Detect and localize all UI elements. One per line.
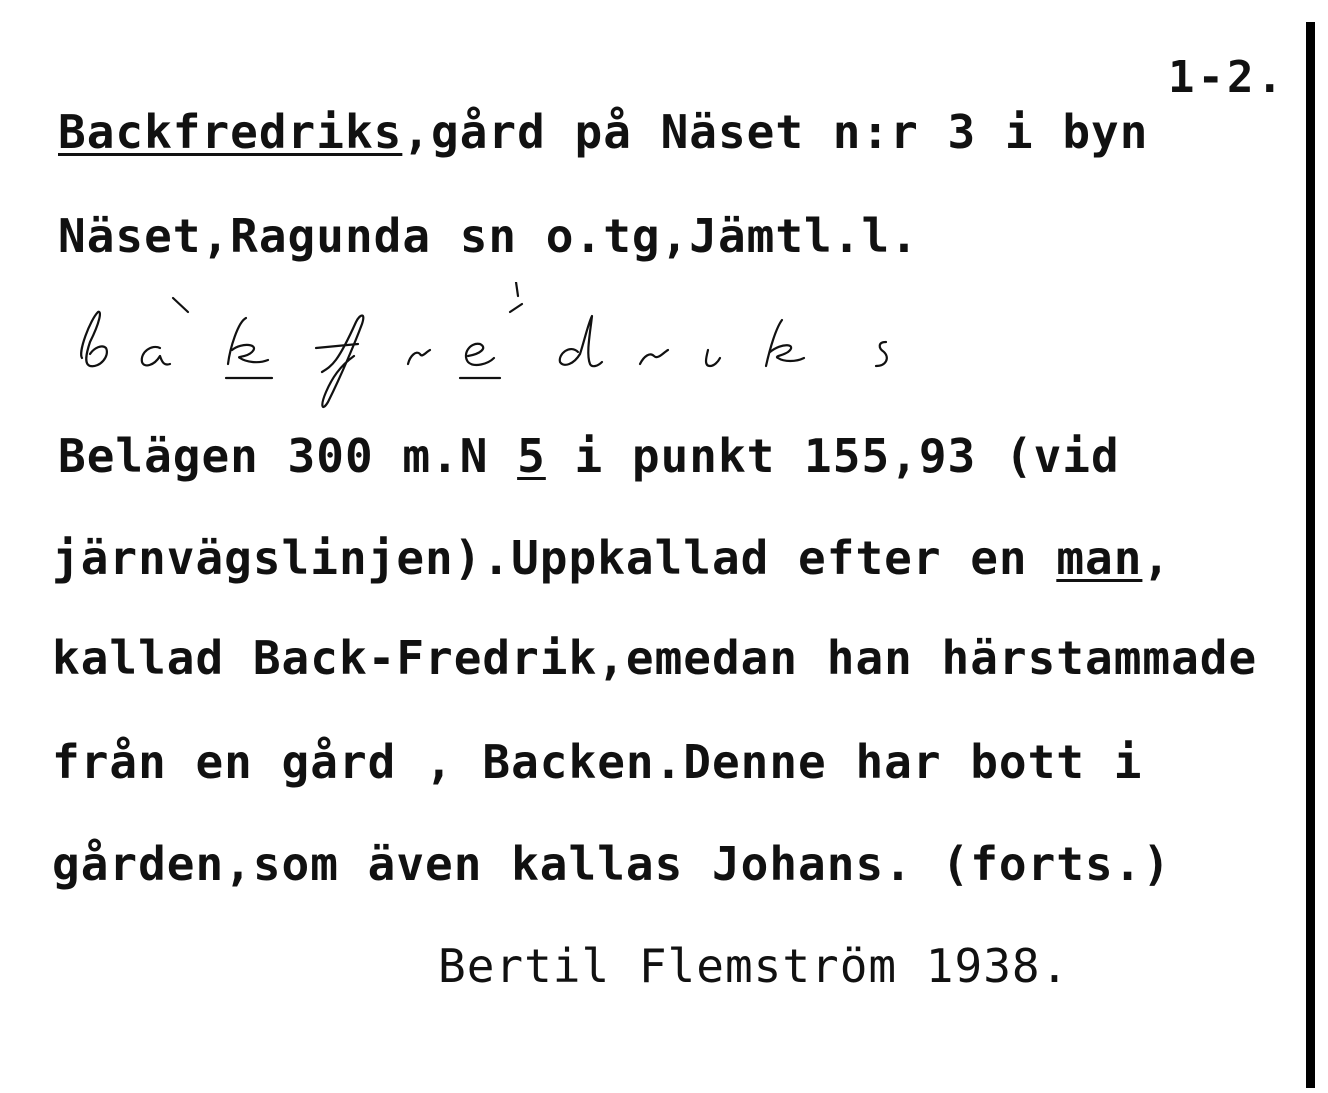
card-edge-border	[1306, 22, 1315, 1088]
entry-line-4	[58, 430, 1120, 482]
entry-line-1-text: ,gård på Näset n:r 3 i byn	[402, 105, 1149, 159]
headword: Backfredriks	[58, 105, 403, 159]
entry-line-1	[58, 106, 1148, 158]
entry-line-5-text-b: ,	[1142, 531, 1172, 585]
entry-line-7: från en gård , Backen.Denne har bott i	[52, 735, 1143, 789]
handwritten-pronunciation	[60, 282, 940, 412]
entry-line-4-text-b: i punkt 155,93 (vid	[545, 429, 1120, 483]
entry-line-4-text-a: Belägen 300 m.N	[58, 429, 518, 483]
entry-line-8: gården,som även kallas Johans. (forts.)	[52, 837, 1172, 891]
entry-line-6: kallad Back-Fredrik,emedan han härstammade	[52, 631, 1258, 685]
underlined-word: man	[1056, 531, 1143, 585]
entry-line-2: Näset,Ragunda sn o.tg,Jämtl.l.	[58, 209, 919, 263]
signature: Bertil Flemström 1938.	[438, 939, 1070, 993]
entry-line-5	[52, 532, 1171, 584]
card-number: 1-2.	[1168, 52, 1286, 103]
entry-line-5-text-a: järnvägslinjen).Uppkallad efter en	[52, 531, 1057, 585]
direction-number: 5	[517, 429, 546, 483]
